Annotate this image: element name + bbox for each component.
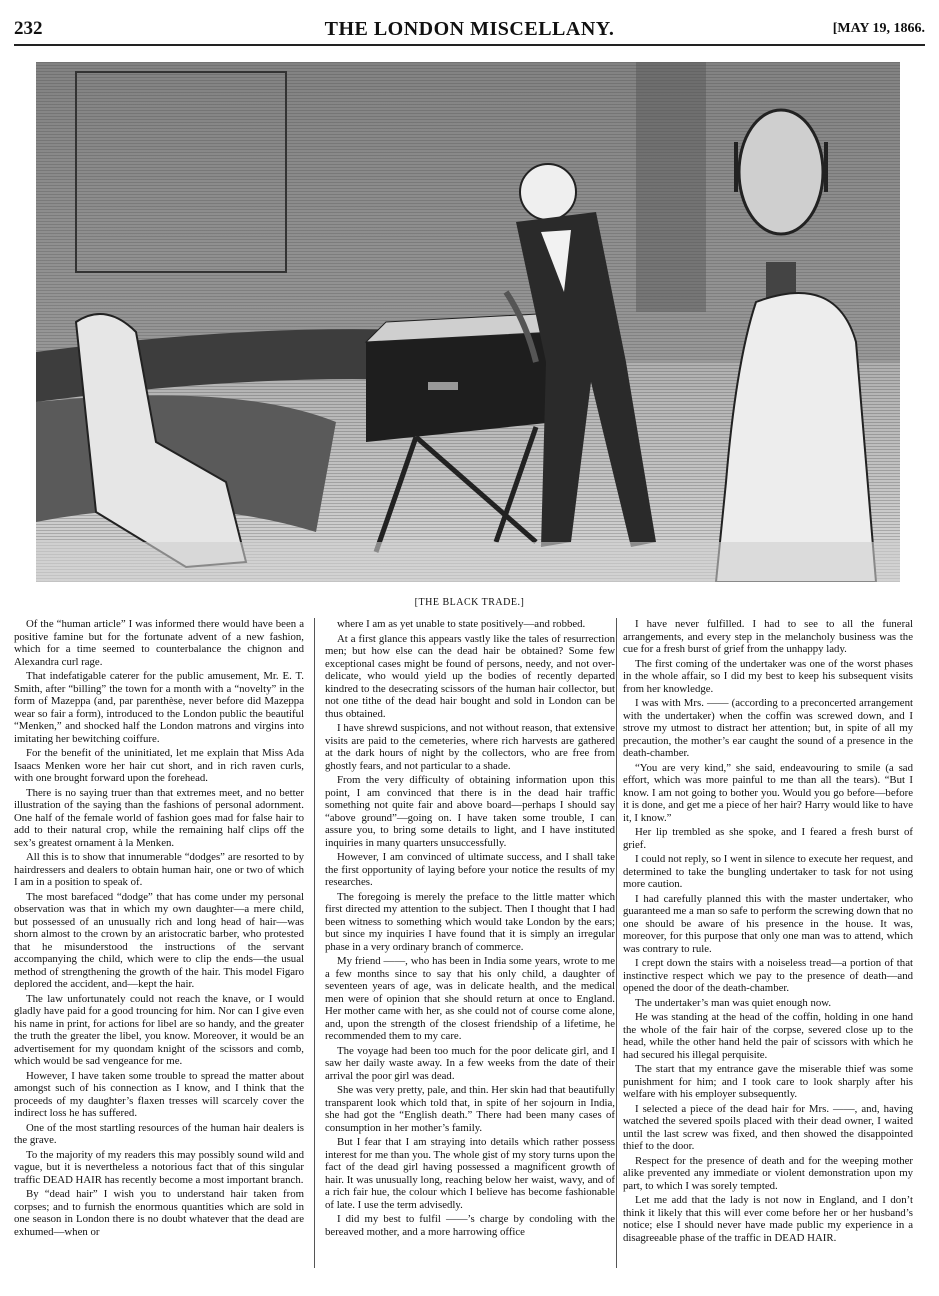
paragraph: Let me add that the lady is not now in England, and I don’t think it likely that this will ever come before her or her husband’s notice; else I should never have made public my experience in a disagreeable phase of the traffic in DEAD HAIR. xyxy=(623,1194,913,1244)
masthead: THE LONDON MISCELLANY. xyxy=(324,18,615,40)
paragraph: From the very difficulty of obtaining information upon this point, I am convinced that there is in the dead hair traffic something not quite fair and above board—perhaps I should say “above ground”—going on. I have taken some trouble, I can assure you, to bring some details to light, and I have instituted inquiries in many quarters unsuccessfully. xyxy=(325,774,615,849)
paragraph: I have shrewd suspicions, and not without reason, that extensive visits are paid to the cemeteries, where rich harvests are gathered at the dark hours of night by the collectors, who are free from ghostly fears, and not particular to a shade. xyxy=(325,722,615,772)
text-column-3 xyxy=(623,618,913,1268)
paragraph: The first coming of the undertaker was one of the worst phases in the whole affair, so I did my best to keep his subsequent visits from her knowledge. xyxy=(623,657,913,695)
paragraph: I was with Mrs. —— (according to a preconcerted arrangement with the undertaker) when the coffin was screwed down, and I strove my utmost to distract her attention; but, in spite of all my precaution, the mother’s ear caught the sound of a presence in the death-chamber. xyxy=(623,697,913,759)
paragraph: To the majority of my readers this may possibly sound wild and vague, but it is nevertheless a notorious fact that of this singular traffic DEAD HAIR has recently become a most important branch. xyxy=(14,1148,304,1186)
paragraph: At a first glance this appears vastly like the tales of resurrection men; but how else can the dead hair be obtained? Some few exceptional cases might be found of persons, needy, and not over-delicate, who would yield up the bodies of recently departed kindred to the desecrating scissors of the human hair collector, but not one tithe of the dead hair bought and sold in London can be thus obtained. xyxy=(325,632,615,720)
paragraph: Her lip trembled as she spoke, and I feared a fresh burst of grief. xyxy=(623,826,913,851)
paragraph: The most barefaced “dodge” that has come under my personal observation was that in which my own daughter—a mere child, but possessed of an unusually rich and long head of hair—was shorn almost to the crown by an aristocratic barber, who protested that he misunderstood the instructions of the servant accompanying the child, which were to clip the ends—the usual method of strengthening the growth of the hair. This model Figaro deplored the accident, and—kept the hair. xyxy=(14,890,304,990)
text-column-1 xyxy=(14,618,304,1268)
paragraph: The undertaker’s man was quiet enough now. xyxy=(635,996,832,1009)
paragraph: Of the “human article” I was informed there would have been a positive famine but for the fortunate advent of a new fashion, which for a time seemed to counterbalance the chignon and Alexandra curl rage. xyxy=(14,618,304,668)
paragraph: I had carefully planned this with the master undertaker, who guaranteed me a man so safe to perform the screwing down that no one should be aware of his presence in the house. It was, moreover, for this purpose that only one man was to attend, which was contrary to rule. xyxy=(623,892,913,955)
engraving-illustration xyxy=(36,62,900,582)
paragraph: One of the most startling resources of the human hair dealers is the grave. xyxy=(14,1121,304,1146)
paragraph: However, I am convinced of ultimate success, and I shall take the first opportunity of laying before your notice the results of my researches. xyxy=(325,851,615,888)
page-header xyxy=(14,18,925,44)
header-rule xyxy=(14,44,925,46)
issue-date: [MAY 19, 1866. xyxy=(832,21,925,36)
paragraph: My friend ——, who has been in India some years, wrote to me a few months since to say that his only child, a daughter of seventeen years of age, was in delicate health, and the medical men were of opinion that she should return at once to England. Her mother came with her, as she could not of course come alone, and, upon the strength of the closest friendship of a lifetime, he recommended them to my care. xyxy=(325,955,615,1042)
paragraph: All this is to show that innumerable “dodges” are resorted to by hairdressers and dealers to obtain human hair, one or two of which I am in a position to speak of. xyxy=(14,851,304,888)
paragraph: The foregoing is merely the preface to the little matter which first directed my attention to the subject. Then I thought that I had been witness to something which would take London by the ears; but since my inquiries I have found that it is simply an irregular phase in a very ordinary branch of commerce. xyxy=(325,890,615,953)
engraving-scene xyxy=(36,62,900,582)
column-rule xyxy=(314,618,315,1268)
paragraph: I have never fulfilled. I had to see to all the funeral arrangements, and every step in the melancholy business was the cue for a fresh burst of grief from the unhappy lady. xyxy=(623,618,913,655)
paragraph: The start that my entrance gave the miserable thief was some punishment for him; and I took care to look sharply after his welfare with his employer subsequently. xyxy=(623,1063,913,1100)
paragraph: I selected a piece of the dead hair for Mrs. ——, and, having watched the severed spoils placed with their dead owner, I waited until the last screw was fixed, and then showed the disappointed thief to the door. xyxy=(623,1102,913,1152)
paragraph: The voyage had been too much for the poor delicate girl, and I saw her daily waste away. In a few weeks from the date of their arrival the poor girl was dead. xyxy=(325,1044,615,1082)
paragraph: By “dead hair” I wish you to understand hair taken from corpses; and to furnish the enormous quantities which are sold in one season in London there is no doubt whatever that the dead are exhumed—when or xyxy=(14,1188,304,1238)
illustration-caption: [THE BLACK TRADE.] xyxy=(414,597,525,608)
paragraph: That indefatigable caterer for the public amusement, Mr. E. T. Smith, after “billing” the town for a month with a “novelty” in the form of Mazeppa (and, par parenthèse, never before did Mazeppa wear so fair a form), introduced to the London public the beautiful “Menken,” and shocked half the London matrons and virgins into imitating her bewitching coiffure. xyxy=(14,670,304,745)
paragraph: She was very pretty, pale, and thin. Her skin had that beautifully transparent look which told that, in spite of her sojourn in India, she had got the “English death.” There had been many cases of consumption in her mother’s family. xyxy=(325,1084,615,1134)
paragraph: The law unfortunately could not reach the knave, or I would gladly have paid for a good trouncing for him. Nor can I give even his name in print, for actions for libel are so handy, and the greater the truth the greater the libel, you know. Moreover, it would be an advertisement for my quondam knight of the scissors and comb, which would be sad vengeance for me. xyxy=(14,992,304,1067)
paragraph: where I am as yet unable to state positively—and robbed. xyxy=(337,618,586,630)
paragraph: I did my best to fulfil ——’s charge by condoling with the bereaved mother, and a more harrowing office xyxy=(325,1213,615,1238)
paragraph: But I fear that I am straying into details which rather possess interest for me than you. The whole gist of my story turns upon the fact of the dead girl having possessed a magnificent growth of hair. It was unusually long, reaching below her waist, wavy, and of a rich fair hue, the colour which I believe has become fashionable of late. I use the term advisedly. xyxy=(325,1136,615,1211)
paragraph: I could not reply, so I went in silence to execute her request, and determined to take the bungling undertaker to task for not using more caution. xyxy=(623,853,913,890)
paragraph: There is no saying truer than that extremes meet, and no better illustration of the saying than the fashions of personal adornment. One half of the female world of fashion goes mad for false hair to add to their natural crop, while the remaining half clips off the sex’s greatest ornament à la Menken. xyxy=(14,786,304,849)
page-number: 232 xyxy=(14,18,43,39)
paragraph: He was standing at the head of the coffin, holding in one hand the whole of the fair hair of the corpse, severed close up to the head, while the other hand held the pair of scissors with which he had secured his illegal perquisite. xyxy=(623,1011,913,1061)
text-column-2 xyxy=(325,618,615,1268)
paragraph: “You are very kind,” she said, endeavouring to smile (a sad effort, which was more painful to me than all the tears). “But I know. I am not going to bother you. Would you go before—before it is done, and get me a piece of her hair? Harry would like to have it, I know.” xyxy=(623,761,913,824)
paragraph: For the benefit of the uninitiated, let me explain that Miss Ada Isaacs Menken wore her hair cut short, and in rich raven curls, with one brought forward upon the forehead. xyxy=(14,747,304,784)
paragraph: I crept down the stairs with a noiseless tread—a portion of that instinctive respect which we pay to the presence of death—and opened the door of the death-chamber. xyxy=(623,957,913,994)
paragraph: However, I have taken some trouble to spread the matter about amongst such of his connection as I know, and I think that the proceeds of my daughter’s flaxen tresses will scarcely cover the indirect loss he has suffered. xyxy=(14,1069,304,1119)
paragraph: Respect for the presence of death and for the weeping mother alike prevented any immediate or violent demonstration upon my part, to which I was sorely tempted. xyxy=(623,1154,913,1192)
column-rule xyxy=(616,618,617,1268)
